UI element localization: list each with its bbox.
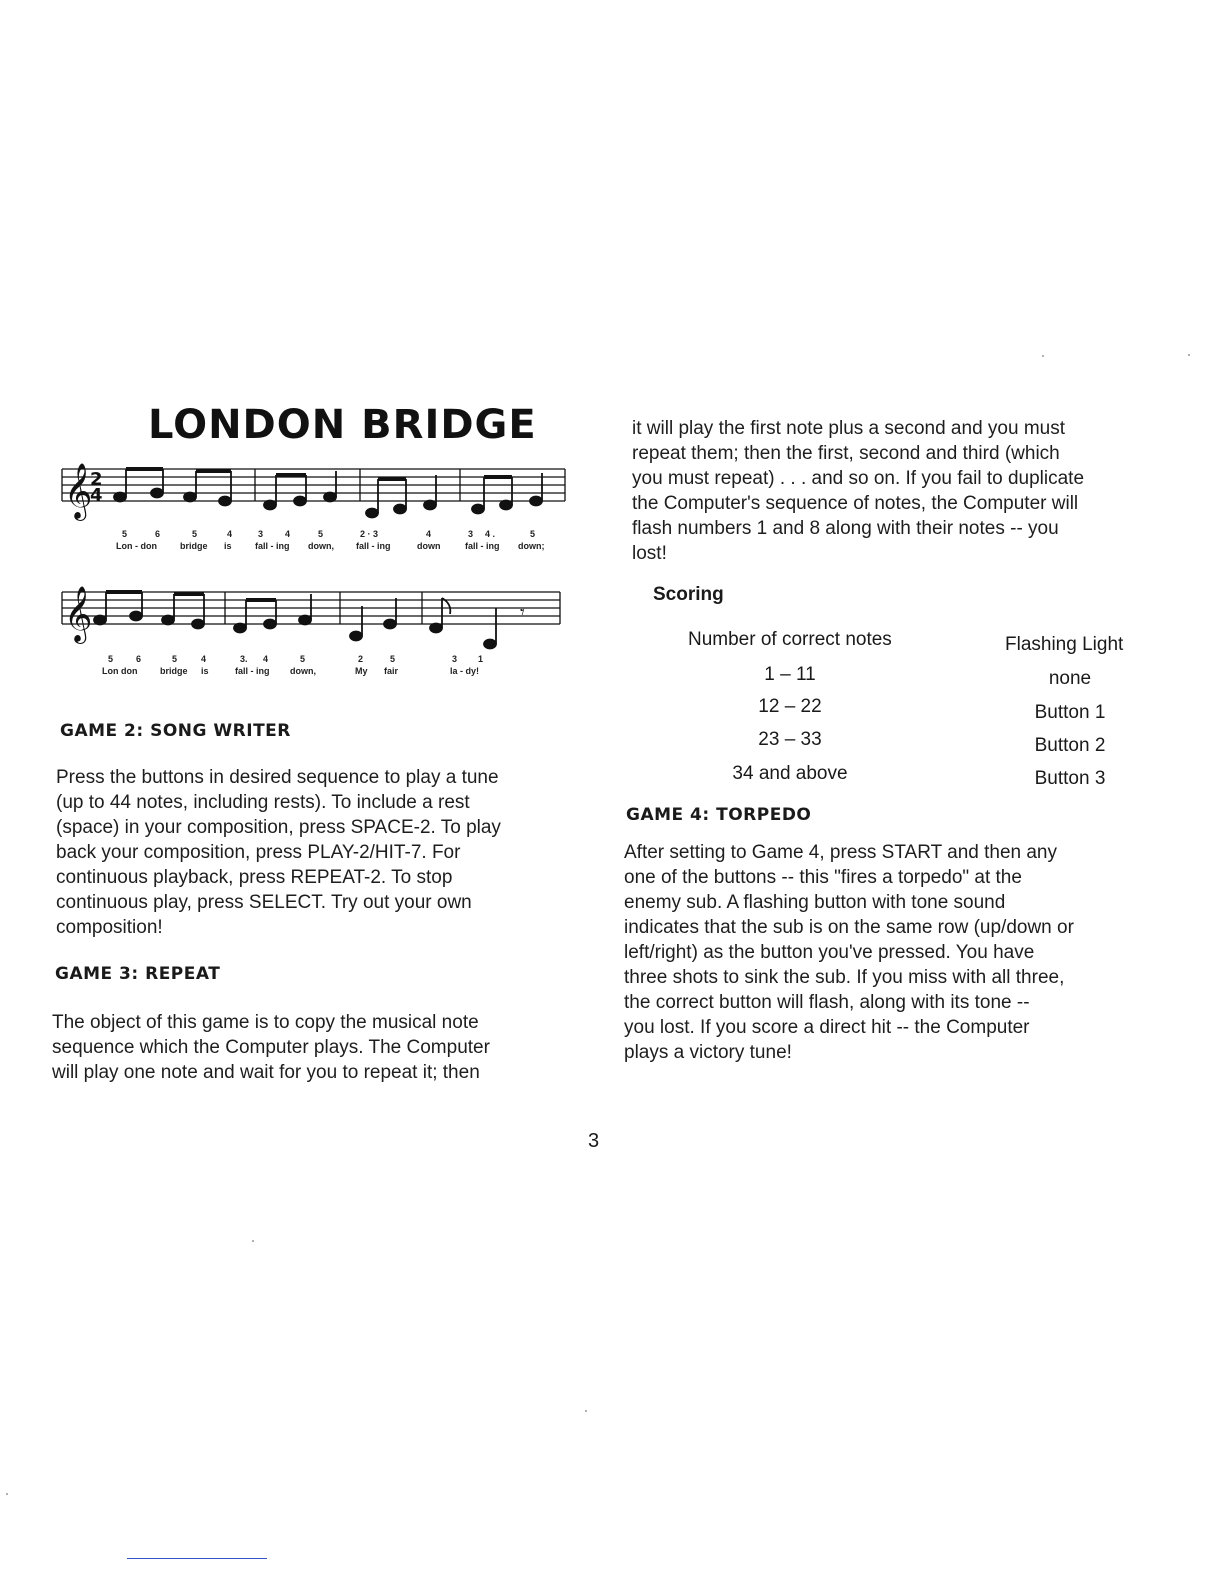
page-number: 3: [588, 1130, 600, 1152]
note-number: 6: [136, 654, 142, 664]
scoring-title: Scoring: [653, 584, 724, 605]
scan-artifact-rule: [127, 1558, 267, 1559]
text-line: repeat them; then the first, second and third (which: [632, 443, 1060, 464]
text-line: one of the buttons -- this "fires a torpedo" at the: [624, 867, 1022, 888]
game2-body: [56, 765, 568, 940]
note-number: 4: [285, 529, 291, 539]
lyric-syllable: down;: [518, 541, 545, 551]
scan-speck: [1188, 354, 1190, 356]
text-line: (up to 44 notes, including rests). To include a rest: [56, 792, 470, 813]
lyric-syllable: Lon don: [102, 666, 138, 676]
text-line: continuous play, press SELECT. Try out your own: [56, 892, 472, 913]
staff-1-notation: [60, 455, 570, 535]
text-line: After setting to Game 4, press START and then any: [624, 842, 1058, 863]
text-line: you must repeat) . . . and so on. If you fail to duplicate: [632, 468, 1085, 489]
note-number: 3: [258, 529, 264, 539]
note-number: 4: [426, 529, 432, 539]
note-number: 6: [155, 529, 161, 539]
staff-2-notation: [60, 578, 570, 658]
lyric-syllable: My: [355, 666, 368, 676]
game3-body: [52, 1010, 564, 1085]
scoring-row-notes: 34 and above: [732, 763, 848, 784]
text-line: will play one note and wait for you to repeat it; then: [52, 1062, 480, 1083]
note-number: 5: [390, 654, 396, 664]
music-staff-1: [60, 455, 570, 575]
lyric-syllable: down: [417, 541, 441, 551]
lyric-syllable: fall - ing: [235, 666, 270, 676]
scoring-row-light: none: [1048, 668, 1092, 689]
text-line: plays a victory tune!: [624, 1042, 792, 1063]
note-number: 5: [172, 654, 178, 664]
note-number: 3: [468, 529, 474, 539]
text-line: it will play the first note plus a second and you must: [632, 418, 1066, 439]
lyric-syllable: fall - ing: [356, 541, 391, 551]
note-number: 5: [108, 654, 114, 664]
text-line: back your composition, press PLAY-2/HIT-7. For: [56, 842, 461, 863]
lyric-syllable: bridge: [180, 541, 208, 551]
note-number: 5: [192, 529, 198, 539]
lyric-syllable: Lon - don: [116, 541, 157, 551]
lyric-syllable: down,: [290, 666, 316, 676]
text-line: left/right) as the button you've pressed. You have: [624, 942, 1035, 963]
treble-clef-icon: 𝄞: [64, 463, 93, 519]
lyric-syllable: bridge: [160, 666, 188, 676]
game3-heading: GAME 3: REPEAT: [55, 964, 221, 984]
text-line: enemy sub. A flashing button with tone sound: [624, 892, 1006, 913]
note-number: 4 .: [485, 529, 496, 539]
text-line: Press the buttons in desired sequence to play a tune: [56, 767, 499, 788]
text-line: lost!: [632, 543, 667, 564]
note-number: 4: [227, 529, 233, 539]
text-line: indicates that the sub is on the same row (up/down or: [624, 917, 1074, 938]
scoring-row-light: Button 1: [1034, 702, 1106, 723]
treble-clef-icon: 𝄞: [64, 586, 93, 642]
scoring-row-notes: 23 – 33: [758, 729, 822, 750]
music-staff-2: [60, 578, 570, 693]
text-line: The object of this game is to copy the musical note: [52, 1012, 479, 1033]
svg-text:4: 4: [90, 485, 103, 506]
scoring-row-light: Button 2: [1034, 735, 1106, 756]
lyric-syllable: fall - ing: [255, 541, 290, 551]
text-line: three shots to sink the sub. If you miss with all three,: [624, 967, 1065, 988]
game4-heading: GAME 4: TORPEDO: [626, 805, 812, 825]
note-number: 5: [300, 654, 306, 664]
text-line: you lost. If you score a direct hit -- the Computer: [624, 1017, 1030, 1038]
note-number: 3.: [240, 654, 248, 664]
lyric-syllable: la - dy!: [450, 666, 480, 676]
scoring-header-notes: Number of correct notes: [688, 629, 892, 650]
scoring-row-light: Button 3: [1034, 768, 1106, 789]
lyric-syllable: is: [201, 666, 209, 676]
note-number: 5: [530, 529, 536, 539]
text-line: the correct button will flash, along with its tone --: [624, 992, 1030, 1013]
lyric-syllable: is: [224, 541, 232, 551]
game2-heading: GAME 2: SONG WRITER: [60, 721, 291, 741]
note-number: 5: [122, 529, 128, 539]
note-number: 5: [318, 529, 324, 539]
lyric-syllable: down,: [308, 541, 334, 551]
game3-continued-body: [632, 416, 1140, 566]
game4-body: [624, 840, 1130, 1065]
scan-speck: [6, 1493, 8, 1495]
text-line: composition!: [56, 917, 163, 938]
note-number: 2 · 3: [360, 529, 379, 539]
note-number: 2: [358, 654, 364, 664]
scoring-row-notes: 12 – 22: [758, 696, 822, 717]
text-line: flash numbers 1 and 8 along with their notes -- you: [632, 518, 1059, 539]
scan-speck: [585, 1410, 587, 1412]
text-line: sequence which the Computer plays. The Computer: [52, 1037, 490, 1058]
lyric-syllable: fair: [384, 666, 399, 676]
scoring-header-light: Flashing Light: [1005, 634, 1124, 655]
rest-icon: 𝄾: [520, 602, 525, 623]
svg-text:2: 2: [90, 469, 103, 490]
scoring-row-notes: 1 – 11: [764, 664, 816, 685]
note-number: 1: [478, 654, 484, 664]
scan-speck: [1042, 355, 1044, 357]
lyric-syllable: fall - ing: [465, 541, 500, 551]
text-line: continuous playback, press REPEAT-2. To stop: [56, 867, 453, 888]
note-number: 4: [263, 654, 269, 664]
scan-speck: [252, 1240, 254, 1242]
note-number: 4: [201, 654, 207, 664]
text-line: the Computer's sequence of notes, the Computer will: [632, 493, 1079, 514]
note-number: 3: [452, 654, 458, 664]
text-line: (space) in your composition, press SPACE-2. To play: [56, 817, 501, 838]
song-title: LONDON BRIDGE: [148, 402, 537, 448]
